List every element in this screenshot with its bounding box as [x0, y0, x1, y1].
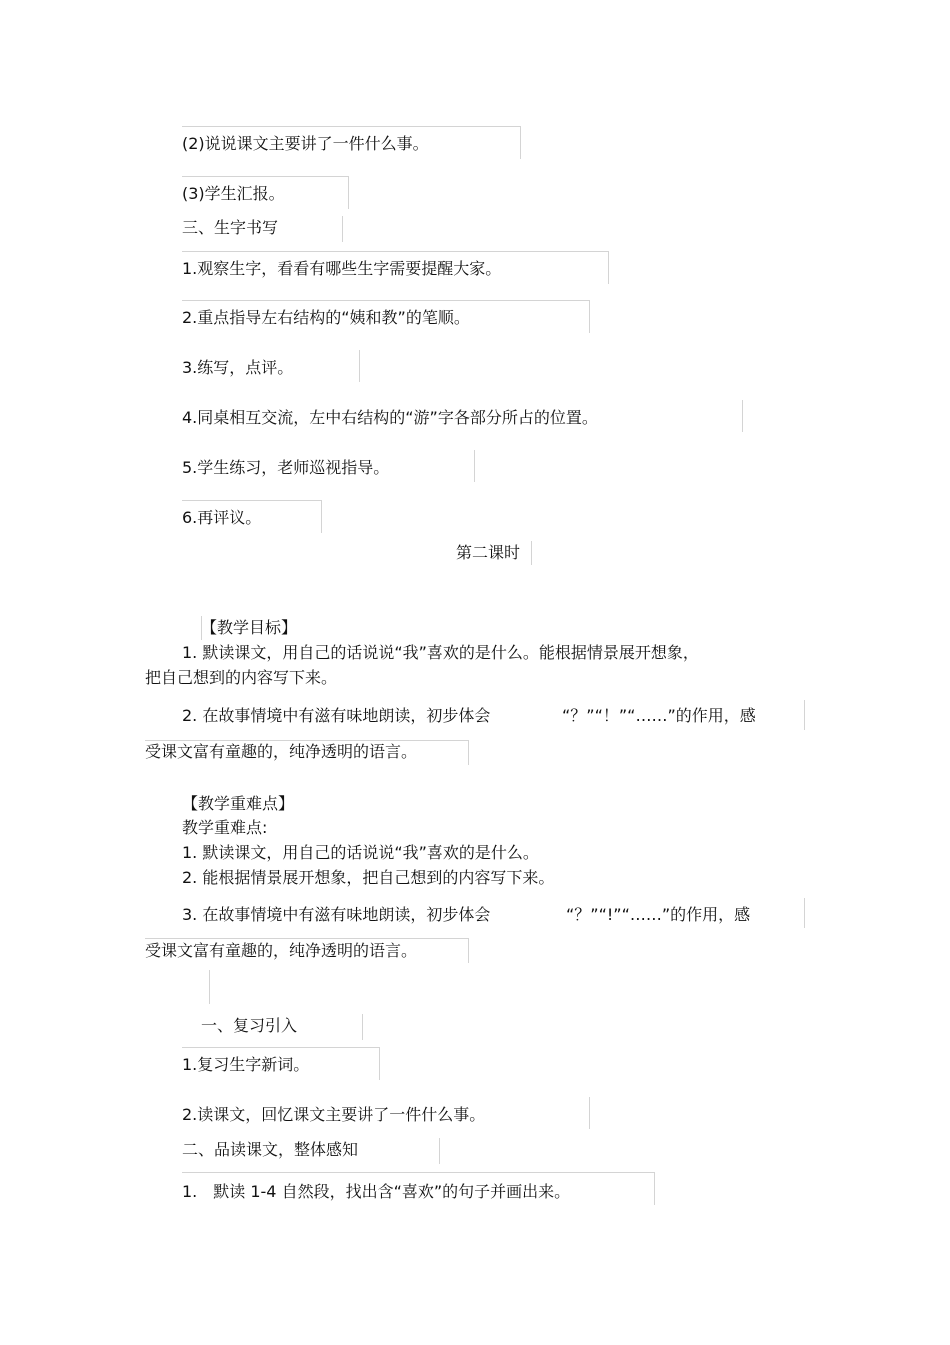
lesson-title: 第二课时 [456, 543, 521, 562]
section-heading: 三、生字书写 [182, 218, 279, 237]
text-line: 1. 默读课文，用自己的话说说“我”喜欢的是什么。能根据情景展开想象， [182, 643, 699, 662]
text-line: 6.再评议。 [182, 508, 262, 527]
text-line: 2. 在故事情境中有滋有味地朗读，初步体会 [182, 706, 491, 725]
section-heading: 一、复习引入 [201, 1016, 298, 1035]
text-line: 1.观察生字，看看有哪些生字需要提醒大家。 [182, 259, 502, 278]
text-line: 教学重难点: [182, 818, 268, 837]
section-heading: 【教学重难点】 [182, 794, 295, 813]
text-line: 5.学生练习，老师巡视指导。 [182, 458, 390, 477]
text-line: 2.重点指导左右结构的“姨和教”的笔顺。 [182, 308, 470, 327]
section-heading: 二、品读课文，整体感知 [182, 1140, 359, 1159]
text-line: 受课文富有童趣的，纯净透明的语言。 [145, 742, 418, 761]
text-line: 2.读课文，回忆课文主要讲了一件什么事。 [182, 1105, 486, 1124]
text-line: 把自己想到的内容写下来。 [145, 668, 338, 687]
text-line: (3)学生汇报。 [182, 184, 285, 203]
section-heading: 【教学目标】 [201, 618, 298, 637]
text-line: 2. 能根据情景展开想象，把自己想到的内容写下来。 [182, 868, 555, 887]
text-line: 受课文富有童趣的，纯净透明的语言。 [145, 941, 418, 960]
cell-border [190, 970, 210, 1004]
text-line: 3.练写，点评。 [182, 358, 294, 377]
text-line: “？”“!”“……”的作用，感 [566, 905, 751, 924]
text-line: (2)说说课文主要讲了一件什么事。 [182, 134, 429, 153]
text-line: 3. 在故事情境中有滋有味地朗读，初步体会 [182, 905, 491, 924]
text-line: 4.同桌相互交流，左中右结构的“游”字各部分所占的位置。 [182, 408, 598, 427]
text-line: “？”“！”“……”的作用，感 [562, 706, 756, 725]
text-line: 1. 默读 1-4 自然段，找出含“喜欢”的句子并画出来。 [182, 1182, 571, 1201]
cell-border [182, 616, 202, 640]
text-line: 1. 默读课文，用自己的话说说“我”喜欢的是什么。 [182, 843, 539, 862]
text-line: 1.复习生字新词。 [182, 1055, 310, 1074]
